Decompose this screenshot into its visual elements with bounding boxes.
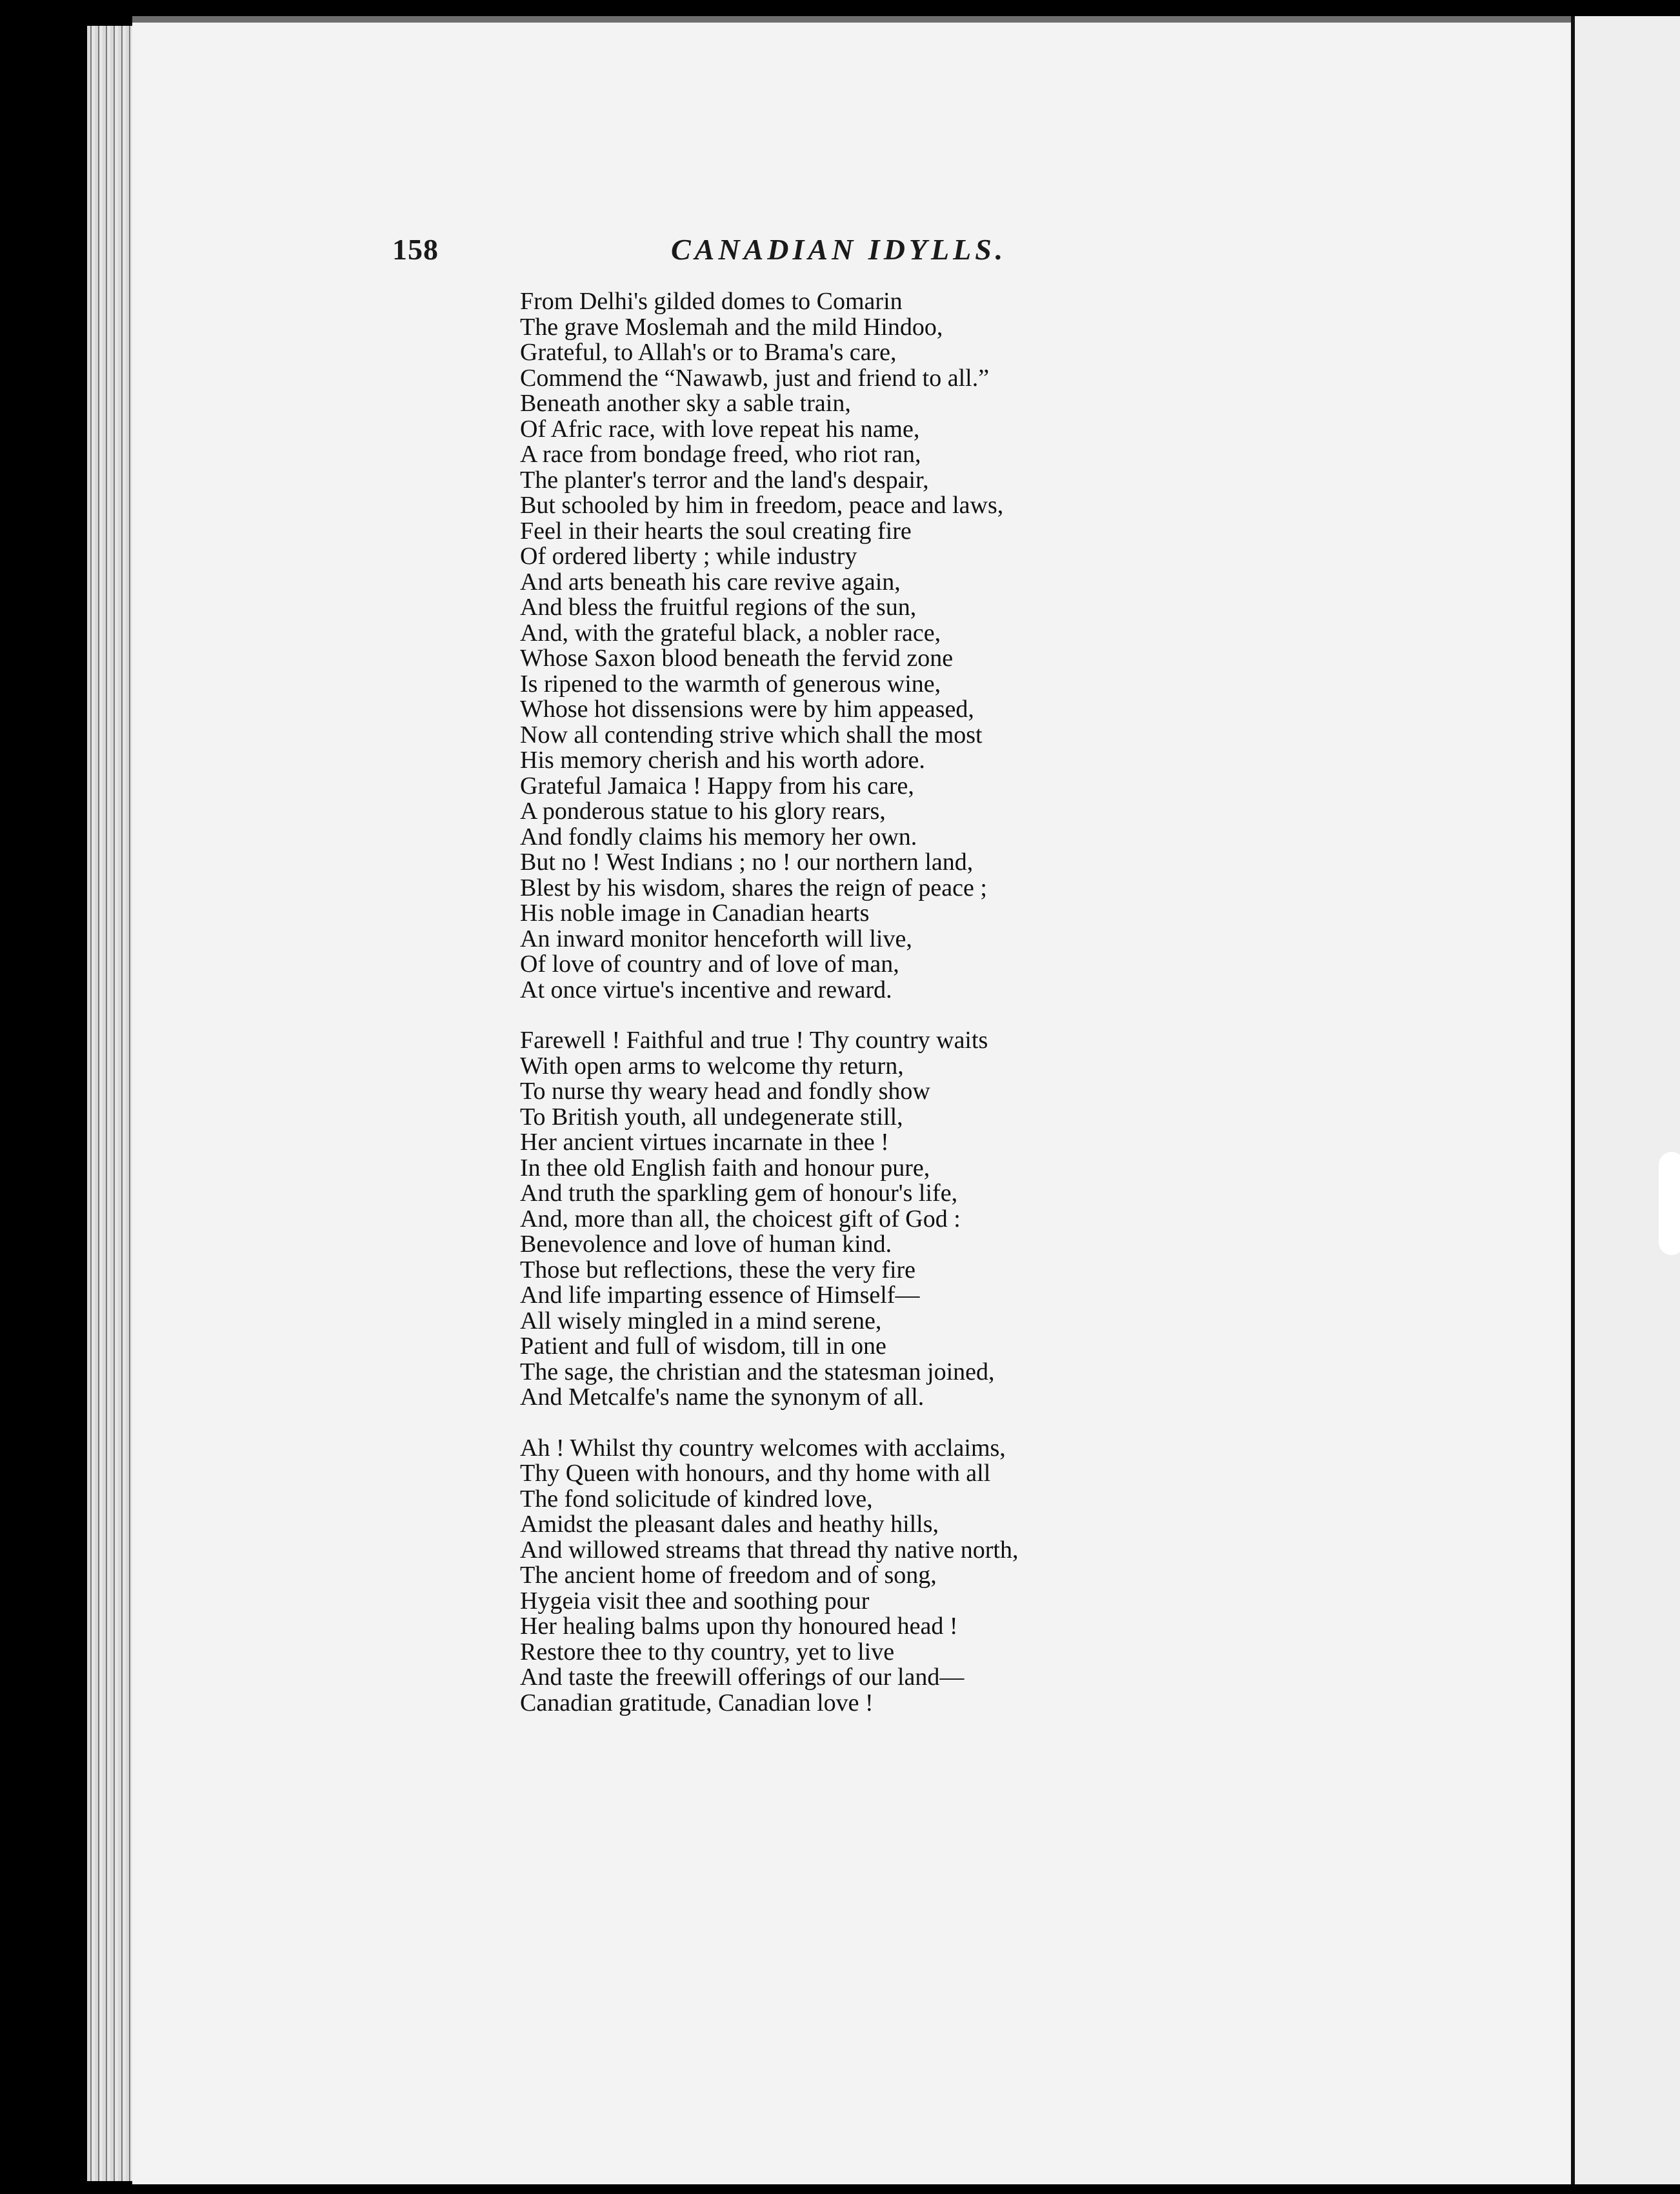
- poem-line: And fondly claims his memory her own.: [520, 823, 917, 850]
- poem-line: And Metcalfe's name the synonym of all.: [520, 1384, 925, 1411]
- poem-line: His memory cherish and his worth adore.: [520, 747, 925, 774]
- poem-line: A race from bondage freed, who riot ran,: [520, 441, 921, 468]
- poem-line: Of ordered liberty ; while industry: [520, 543, 857, 570]
- poem-line: Whose Saxon blood beneath the fervid zone: [520, 645, 954, 672]
- poem-line: Restore thee to thy country, yet to live: [520, 1638, 895, 1666]
- poem-line: The planter's terror and the land's despair,: [520, 466, 929, 494]
- poem-body: [520, 289, 1268, 1741]
- poem-line: Blest by his wisdom, shares the reign of peace ;: [520, 874, 987, 901]
- page-smudge: [1659, 1152, 1680, 1255]
- poem-line: Is ripened to the warmth of generous wine,: [520, 670, 941, 698]
- poem-line: Of Afric race, with love repeat his name,: [520, 415, 920, 443]
- poem-line: Farewell ! Faithful and true ! Thy country waits: [520, 1027, 988, 1054]
- poem-line: All wisely mingled in a mind serene,: [520, 1307, 882, 1334]
- poem-line: Grateful Jamaica ! Happy from his care,: [520, 772, 914, 800]
- poem-line: An inward monitor henceforth will live,: [520, 925, 912, 952]
- poem-line: And bless the fruitful regions of the sun,: [520, 594, 917, 621]
- poem-line: A ponderous statue to his glory rears,: [520, 798, 886, 825]
- stanza-1: [520, 289, 1268, 1003]
- poem-line: And taste the freewill offerings of our land—: [520, 1664, 965, 1691]
- page-edges: [87, 26, 139, 2181]
- poem-line: Commend the “Nawawb, just and friend to all.”: [520, 364, 990, 392]
- poem-line: To nurse thy weary head and fondly show: [520, 1078, 930, 1105]
- poem-line: Whose hot dissensions were by him appeased,: [520, 696, 974, 723]
- poem-line: And, with the grateful black, a nobler race,: [520, 619, 941, 647]
- poem-line: In thee old English faith and honour pure,: [520, 1154, 930, 1182]
- poem-line: To British youth, all undegenerate still,: [520, 1103, 903, 1131]
- poem-line: At once virtue's incentive and reward.: [520, 976, 892, 1003]
- poem-line: Benevolence and love of human kind.: [520, 1231, 892, 1258]
- poem-line: The ancient home of freedom and of song,: [520, 1562, 937, 1589]
- poem-line: Thy Queen with honours, and thy home with all: [520, 1460, 991, 1487]
- poem-line: Her healing balms upon thy honoured head !: [520, 1613, 958, 1640]
- poem-line: And, more than all, the choicest gift of God :: [520, 1205, 961, 1233]
- poem-line: But schooled by him in freedom, peace and laws,: [520, 492, 1004, 519]
- poem-line: Now all contending strive which shall the most: [520, 721, 983, 749]
- poem-line: And willowed streams that thread thy native north,: [520, 1536, 1019, 1564]
- poem-line: And arts beneath his care revive again,: [520, 568, 901, 596]
- poem-line: The sage, the christian and the statesman joined,: [520, 1358, 995, 1385]
- poem-line: Her ancient virtues incarnate in thee !: [520, 1129, 889, 1156]
- poem-line: And truth the sparkling gem of honour's life,: [520, 1180, 958, 1207]
- stanza-2: [520, 1028, 1268, 1411]
- poem-line: The grave Moslemah and the mild Hindoo,: [520, 313, 943, 341]
- poem-line: The fond solicitude of kindred love,: [520, 1485, 873, 1513]
- poem-line: Patient and full of wisdom, till in one: [520, 1333, 886, 1360]
- poem-line: Canadian gratitude, Canadian love !: [520, 1689, 874, 1716]
- poem-line: Feel in their hearts the soul creating fire: [520, 517, 912, 545]
- poem-line: Beneath another sky a sable train,: [520, 390, 851, 417]
- facing-page: [1571, 16, 1680, 2184]
- poem-line: From Delhi's gilded domes to Comarin: [520, 288, 903, 315]
- poem-line: Amidst the pleasant dales and heathy hills,: [520, 1511, 939, 1538]
- poem-line: Hygeia visit thee and soothing pour: [520, 1587, 870, 1615]
- poem-line: His noble image in Canadian hearts: [520, 900, 870, 927]
- running-title: CANADIAN IDYLLS.: [671, 233, 1007, 266]
- poem-line: But no ! West Indians ; no ! our northern land,: [520, 849, 974, 876]
- poem-line: With open arms to welcome thy return,: [520, 1052, 904, 1080]
- stanza-3: [520, 1436, 1268, 1716]
- poem-line: Of love of country and of love of man,: [520, 951, 899, 978]
- poem-line: Those but reflections, these the very fire: [520, 1256, 916, 1283]
- poem-line: Ah ! Whilst thy country welcomes with acclaims,: [520, 1434, 1006, 1462]
- poem-line: Grateful, to Allah's or to Brama's care,: [520, 339, 897, 366]
- page-number: 158: [392, 233, 439, 266]
- poem-line: And life imparting essence of Himself—: [520, 1282, 920, 1309]
